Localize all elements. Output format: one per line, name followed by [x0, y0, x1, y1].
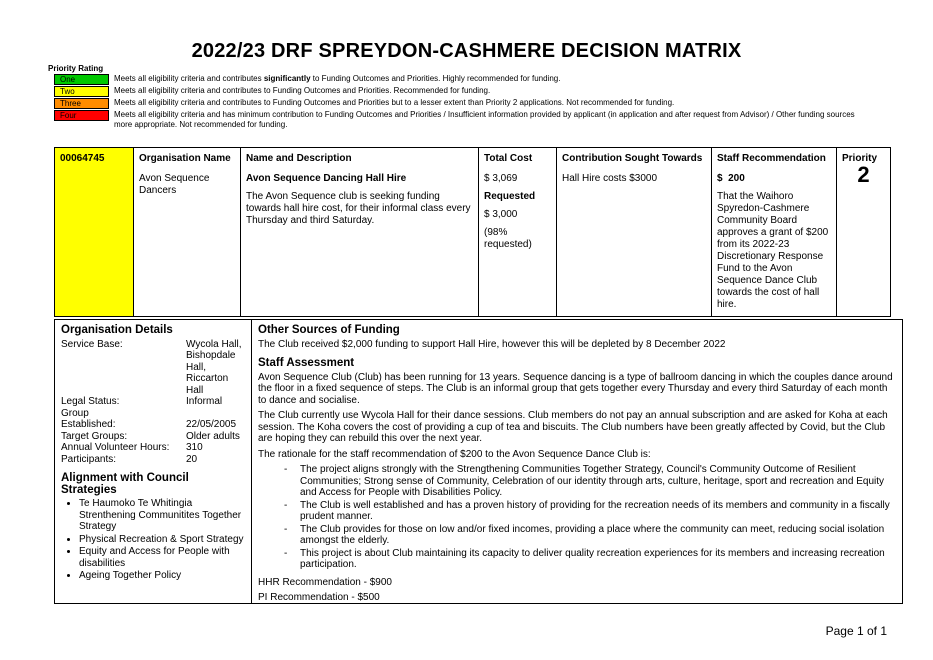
page-title: 2022/23 DRF SPREYDON-CASHMERE DECISION MATRIX	[191, 40, 742, 62]
legend-text-three: Meets all eligibility criteria and contributes to Funding Outcomes and Priorities but to a lesser extent than Priority 2 applications. Not recommended for funding.	[114, 98, 675, 107]
org-name: Avon Sequence Dancers	[139, 173, 210, 196]
org-details-heading: Organisation Details	[61, 324, 173, 336]
legend-row-one	[54, 74, 874, 85]
total-cost: $ 3,069	[484, 173, 518, 184]
priority-cell	[837, 148, 891, 317]
application-id: 00064745	[55, 148, 134, 317]
org-details-column	[55, 320, 252, 603]
staff-rec-cell	[712, 148, 837, 317]
staff-assessment-heading: Staff Assessment	[258, 357, 355, 369]
established-value: 22/05/2005	[186, 419, 237, 430]
priority-rating-label: Priority Rating	[48, 64, 104, 73]
legend-row-three	[54, 98, 874, 109]
name-desc-header: Name and Description	[246, 153, 352, 164]
legend-swatch-two: Two	[54, 86, 109, 97]
requested-label: Requested	[484, 191, 536, 202]
established-label: Established:	[61, 419, 116, 430]
alignment-item: • Ageing Together Policy	[79, 570, 245, 582]
alignment-item: • Physical Recreation & Sport Strategy	[79, 534, 245, 546]
legal-status-value: Informal	[186, 396, 223, 407]
org-name-header: Organisation Name	[139, 153, 231, 164]
pi-recommendation: PI Recommendation - $500	[258, 592, 380, 603]
contribution-cell	[557, 148, 712, 317]
requested-percent: (98% requested)	[484, 227, 532, 250]
staff-rec-text: That the Waihoro Spyredon-Cashmere Community Board approves a grant of $200 from its 2022-23 Discretionary Response Fund to the Avon Sequence Dance Club towards the cost of hall hire.	[717, 191, 829, 310]
priority-legend	[54, 74, 874, 131]
priority-value: 2	[857, 162, 870, 187]
rationale-item: - The Club provides for those on low and/or fixed incomes, providing a place where the community can meet, reducing social isolation amongst the elderly.	[284, 524, 896, 547]
org-name-cell	[134, 148, 241, 317]
alignment-heading: Alignment with Council Strategies	[61, 472, 189, 496]
legend-text-two: Meets all eligibility criteria and contributes to Funding Outcomes and Priorities. Recommended for funding.	[114, 86, 491, 95]
legend-swatch-four: Four	[54, 110, 109, 121]
legend-swatch-one: One	[54, 74, 109, 85]
rationale-item: - This project is about Club maintaining its capacity to deliver quality recreation experiences for its members and increasing recreation participation.	[284, 548, 896, 571]
alignment-list	[61, 498, 245, 582]
priority-header: Priority	[842, 153, 878, 164]
volunteer-hours-value: 310	[186, 442, 203, 453]
legal-status-label: Legal Status:	[61, 396, 120, 407]
target-groups-value: Older adults	[186, 430, 240, 442]
rationale-item: - The project aligns strongly with the Strengthening Communities Together Strategy, Council's Community Outcome of Resilient Communities; Strong sense of Community, Celebration of our identity through arts, culture, heritage, sport and recreation and Equity and Access for People with Disabilities Policy.	[284, 464, 896, 499]
alignment-item: • Te Haumoko Te Whitingia Strenthening Communitites Together Strategy	[79, 498, 245, 533]
legal-status-row	[61, 396, 245, 408]
volunteer-hours-row	[61, 442, 245, 454]
name-desc-cell	[241, 148, 479, 317]
target-groups-row	[61, 431, 245, 443]
assessment-paragraph: The Club currently use Wycola Hall for their dance sessions. Club members do not pay an annual subscription and are asked for Koha at each session. The Koha covers the cost of providing a cup of tea and biscuits. The Club numbers have been greatly affected by Covid, but the Club are hoping they can rebuild this over the next year.	[258, 410, 888, 444]
rationale-list	[258, 464, 896, 571]
legend-text-one: Meets all eligibility criteria and contributes significantly to Funding Outcomes and Priorities. Highly recommended for funding.	[114, 74, 561, 83]
volunteer-hours-label: Annual Volunteer Hours:	[61, 442, 170, 453]
legend-row-four	[54, 110, 874, 130]
decision-matrix-table	[54, 147, 891, 317]
assessment-paragraph: The rationale for the staff recommendation of $200 to the Avon Sequence Dance Club is:	[258, 448, 651, 460]
staff-rec-amount: $ 200	[717, 173, 745, 184]
page-number: Page 1 of 1	[825, 624, 887, 638]
contribution-text: Hall Hire costs $3000	[562, 173, 658, 184]
legend-swatch-three: Three	[54, 98, 109, 109]
requested-amount: $ 3,000	[484, 209, 518, 220]
service-base-value: Wycola Hall, Bishopdale Hall, Riccarton Hall	[186, 338, 242, 396]
total-cost-cell	[479, 148, 557, 317]
service-base-row	[61, 339, 245, 397]
service-base-label: Service Base:	[61, 338, 123, 350]
project-description: The Avon Sequence club is seeking funding towards hall hire cost, for their informal class every Thursday and third Saturday.	[246, 191, 471, 226]
participants-label: Participants:	[61, 453, 117, 465]
other-funding-heading: Other Sources of Funding	[258, 324, 400, 336]
participants-row	[61, 454, 245, 466]
assessment-column	[252, 320, 902, 603]
rationale-item: - The Club is well established and has a proven history of providing for the recreation needs of its members and community in a fiscally prudent manner.	[284, 500, 896, 523]
hhr-recommendation: HHR Recommendation - $900	[258, 576, 392, 588]
total-cost-header: Total Cost	[484, 153, 533, 164]
target-groups-label: Target Groups:	[61, 430, 128, 442]
contribution-header: Contribution Sought Towards	[562, 153, 703, 164]
assessment-paragraph: Avon Sequence Club (Club) has been running for 13 years. Sequence dancing is a type of ballroom dancing in which the couples dance around the floor in a fixed sequence of steps. The Club is an informal group that gets together every Thursday and every third Saturday of each month to dance and socialise.	[258, 371, 893, 406]
details-panel	[54, 319, 903, 604]
legend-text-four: Meets all eligibility criteria and has minimum contribution to Funding Outcomes and Priorities / Insufficient information provided by applicant (in application and after request from Advisor) / Other funding sources more appropriate. Not recommended for funding.	[114, 110, 855, 129]
established-row	[61, 419, 245, 431]
legal-status-continued: Group	[61, 407, 89, 419]
other-funding-text: The Club received $2,000 funding to support Hall Hire, however this will be depleted by 8 December 2022	[258, 338, 726, 350]
staff-rec-header: Staff Recommendation	[717, 153, 826, 164]
participants-value: 20	[186, 453, 198, 465]
legend-row-two	[54, 86, 874, 97]
project-name: Avon Sequence Dancing Hall Hire	[246, 173, 407, 184]
alignment-item: • Equity and Access for People with disabilities	[79, 546, 245, 569]
